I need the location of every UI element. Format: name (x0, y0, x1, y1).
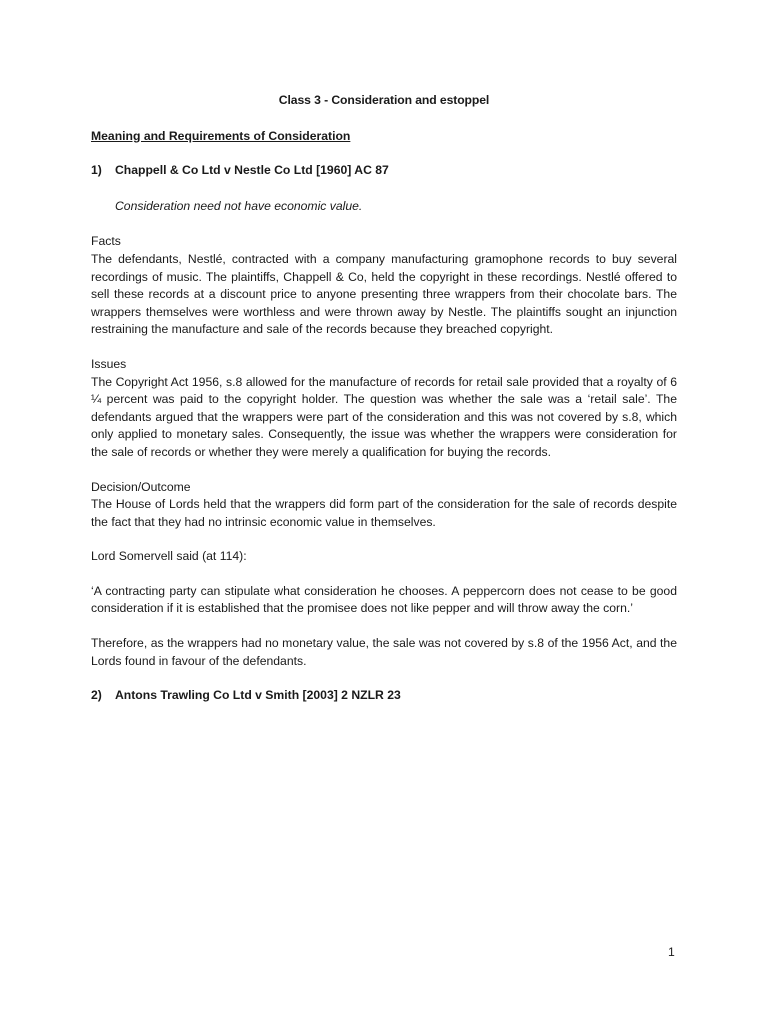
conclusion-paragraph: Therefore, as the wrappers had no monetary value, the sale was not covered by s.8 of the 1956 Act, and the Lords found in favour of the defendants. (91, 636, 677, 668)
decision-label: Decision/Outcome (91, 479, 191, 494)
issues-label: Issues (91, 356, 127, 371)
page-number: 1 (668, 945, 675, 959)
case-heading-2 (91, 687, 677, 705)
decision-paragraph: The House of Lords held that the wrappers did form part of the consideration for the sale of records despite the fact that they had no intrinsic economic value in themselves. (91, 497, 677, 529)
case-number: 1) (91, 163, 102, 178)
issues-paragraph: The Copyright Act 1956, s.8 allowed for the manufacture of records for retail sale provided that a royalty of 6 ¼ percent was paid to the copyright holder. The question was whether the sale was a ‘retail sale’. The defendants argued that the wrappers were part of the consideration and this was not covered by s.8, which only applied to monetary sales. Consequently, the issue was whether the wrappers were consideration for the sale of records or whether they were merely a qualification for buying the records. (91, 374, 677, 459)
case-name: Antons Trawling Co Ltd v Smith [2003] 2 NZLR 23 (115, 688, 401, 703)
document-title: Class 3 - Consideration and estoppel (278, 93, 490, 107)
section-heading: Meaning and Requirements of Consideration (91, 128, 351, 143)
case-number: 2) (91, 688, 102, 703)
case-principle: Consideration need not have economic value. (115, 198, 363, 213)
quote-paragraph: ‘A contracting party can stipulate what consideration he chooses. A peppercorn does not cease to be good consideration if it is established that the promisee does not like pepper and will throw away the corn.’ (91, 583, 677, 616)
case-name: Chappell & Co Ltd v Nestle Co Ltd [1960] AC 87 (115, 163, 389, 178)
document-body (91, 92, 677, 723)
facts-label: Facts (91, 234, 121, 249)
quote-intro: Lord Somervell said (at 114): (91, 549, 247, 564)
case-heading-1 (91, 162, 677, 180)
facts-paragraph: The defendants, Nestlé, contracted with a company manufacturing gramophone records to buy several recordings of music. The plaintiffs, Chappell & Co, held the copyright in these recordings. Nestlé offered to sell these records at a discount price to anyone presenting three wrappers from their chocolate bars. The wrappers themselves were worthless and were thrown away by Nestle. The plaintiffs sought an injunction restraining the manufacture and sale of the records because they breached copyright. (91, 251, 677, 337)
